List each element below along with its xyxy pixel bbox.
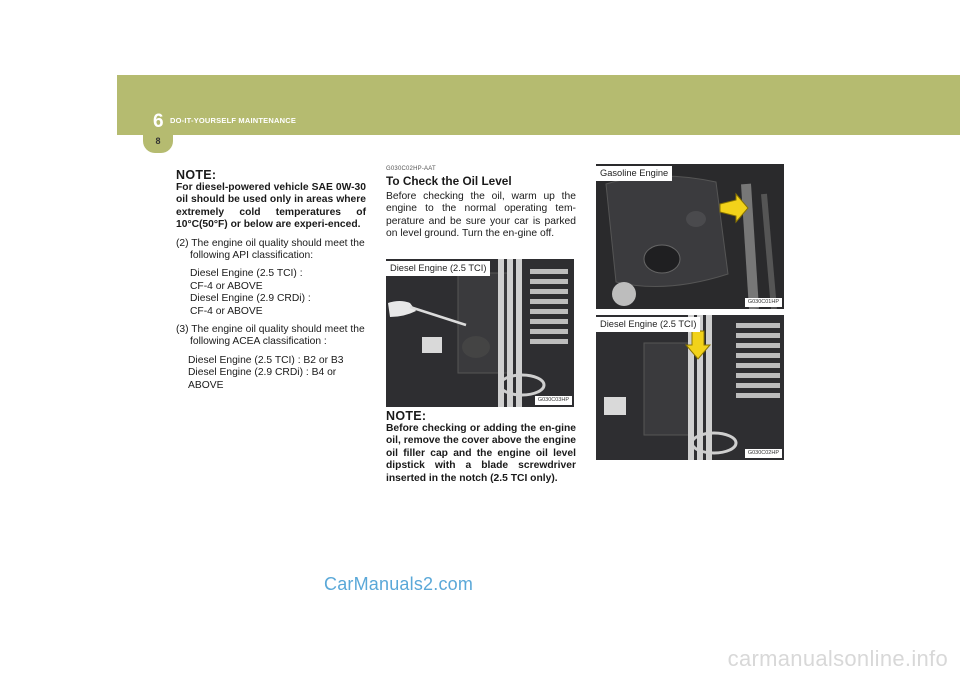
acea-value: Diesel Engine (2.5 TCI) : B2 or B3 [188, 354, 344, 366]
photo-code: G030C03HP [535, 396, 572, 405]
page-number: 8 [155, 136, 161, 146]
footer-watermark: carmanualsonline.info [727, 646, 948, 671]
section-code: G030C02HP-AAT [386, 166, 436, 172]
note-title: NOTE: [386, 409, 427, 423]
note-title: NOTE: [176, 168, 217, 182]
api-values [176, 268, 366, 318]
api-value: CF-4 or ABOVE [190, 280, 263, 292]
photo-code: G030C02HP [745, 449, 782, 458]
chapter-title: DO-IT-YOURSELF MAINTENANCE [170, 116, 297, 125]
api-classification-item: (2) The engine oil quality should meet the following API classification: [176, 237, 365, 262]
section-body: Before checking the oil, warm up the engine to the normal operating tem-perature and be sure your car is parked on level ground. Turn the en-gine off. [386, 191, 576, 240]
photo-code: G030C01HP [745, 298, 782, 307]
engine-cover-illustration [386, 259, 574, 407]
api-value: Diesel Engine (2.5 TCI) : [190, 268, 303, 280]
note-body: For diesel-powered vehicle SAE 0W-30 oil should be used only in areas where extremely cold temperatures of 10°C(50°F) or below are experi-enced. [176, 182, 366, 231]
diesel-engine-cover-photo [596, 315, 784, 460]
left-column [176, 168, 366, 392]
gasoline-engine-photo [596, 164, 784, 309]
diesel-engine-dipstick-photo [386, 259, 574, 407]
middle-note [386, 409, 576, 485]
middle-column [386, 166, 576, 241]
photo-label: Gasoline Engine [596, 166, 672, 181]
acea-value: ABOVE [188, 379, 224, 391]
api-value: Diesel Engine (2.9 CRDi) : [190, 293, 311, 305]
acea-value: Diesel Engine (2.9 CRDi) : B4 or [188, 367, 337, 379]
chapter-number: 6 [153, 111, 164, 132]
acea-classification-item: (3) The engine oil quality should meet the following ACEA classification : [176, 324, 365, 348]
api-value: CF-4 or ABOVE [190, 305, 263, 317]
section-title: To Check the Oil Level [386, 174, 512, 188]
watermark-link[interactable]: CarManuals2.com [324, 574, 474, 594]
diesel-engine-illustration [596, 315, 784, 460]
header-bar [117, 75, 960, 135]
photo-label: Diesel Engine (2.5 TCI) [596, 317, 700, 332]
photo-label: Diesel Engine (2.5 TCI) [386, 261, 490, 276]
gasoline-engine-illustration [596, 164, 784, 309]
note-body: Before checking or adding the en-gine oil, remove the cover above the engine oil filler cap and the engine oil level dipstick with a blade screwdriver inserted in the notch (2.5 TCI only). [386, 423, 576, 484]
acea-values [176, 355, 366, 392]
